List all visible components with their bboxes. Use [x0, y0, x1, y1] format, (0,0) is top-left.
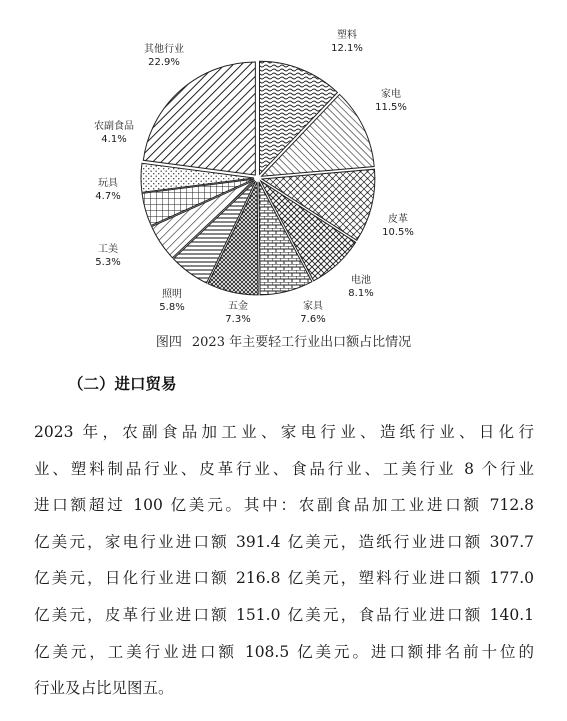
slice-percent-label: 10.5%	[382, 227, 414, 238]
slice-name-label: 电池	[351, 275, 371, 286]
paragraph-line: 进口额超过 100 亿美元。其中：农副食品加工业进口额 712.8	[34, 496, 534, 515]
slice-percent-label: 4.7%	[95, 191, 121, 202]
slice-percent-label: 12.1%	[331, 43, 363, 54]
paragraph-line: 2023 年，农副食品加工业、家电行业、造纸行业、日化行	[34, 423, 534, 441]
slice-percent-label: 7.3%	[225, 314, 251, 325]
paragraph-line: 亿美元，皮革行业进口额 151.0 亿美元，食品行业进口额 140.1	[34, 605, 534, 624]
paragraph-line: 亿美元，工美行业进口额 108.5 亿美元。进口额排名前十位的	[34, 642, 534, 661]
paragraph-line: 亿美元，家电行业进口额 391.4 亿美元，造纸行业进口额 307.7	[34, 532, 534, 551]
slice-name-label: 其他行业	[144, 44, 184, 55]
body-paragraph	[34, 414, 534, 707]
slice-name-label: 塑料	[337, 30, 357, 41]
paragraph-line: 亿美元，日化行业进口额 216.8 亿美元，塑料行业进口额 177.0	[34, 569, 534, 588]
slice-percent-label: 7.6%	[300, 314, 326, 325]
pie-chart	[0, 0, 567, 330]
paragraph-line: 业、塑料制品行业、皮革行业、食品行业、工美行业 8 个行业	[34, 459, 534, 478]
figure-caption	[0, 331, 567, 350]
slice-name-label: 家电	[381, 89, 401, 100]
section-heading: （二）进口贸易	[68, 374, 177, 393]
slice-name-label: 皮革	[388, 214, 408, 225]
figure-number: 图四	[155, 335, 182, 350]
slice-name-label: 工美	[98, 244, 118, 255]
slice-percent-label: 5.3%	[95, 257, 121, 268]
slice-percent-label: 5.8%	[159, 302, 185, 313]
slice-name-label: 照明	[162, 289, 182, 300]
slice-name-label: 五金	[228, 301, 248, 312]
slice-name-label: 玩具	[98, 178, 118, 189]
slice-percent-label: 11.5%	[375, 102, 407, 113]
slice-name-label: 农副食品	[94, 121, 134, 132]
figure-title: 2023 年主要轻工行业出口额占比情况	[191, 335, 412, 350]
pie-slice-11	[143, 62, 255, 175]
paragraph-line: 行业及占比见图五。	[34, 679, 174, 698]
slice-percent-label: 22.9%	[148, 57, 180, 68]
slice-name-label: 家具	[303, 301, 323, 312]
slice-percent-label: 8.1%	[348, 288, 374, 299]
slice-percent-label: 4.1%	[101, 134, 127, 145]
